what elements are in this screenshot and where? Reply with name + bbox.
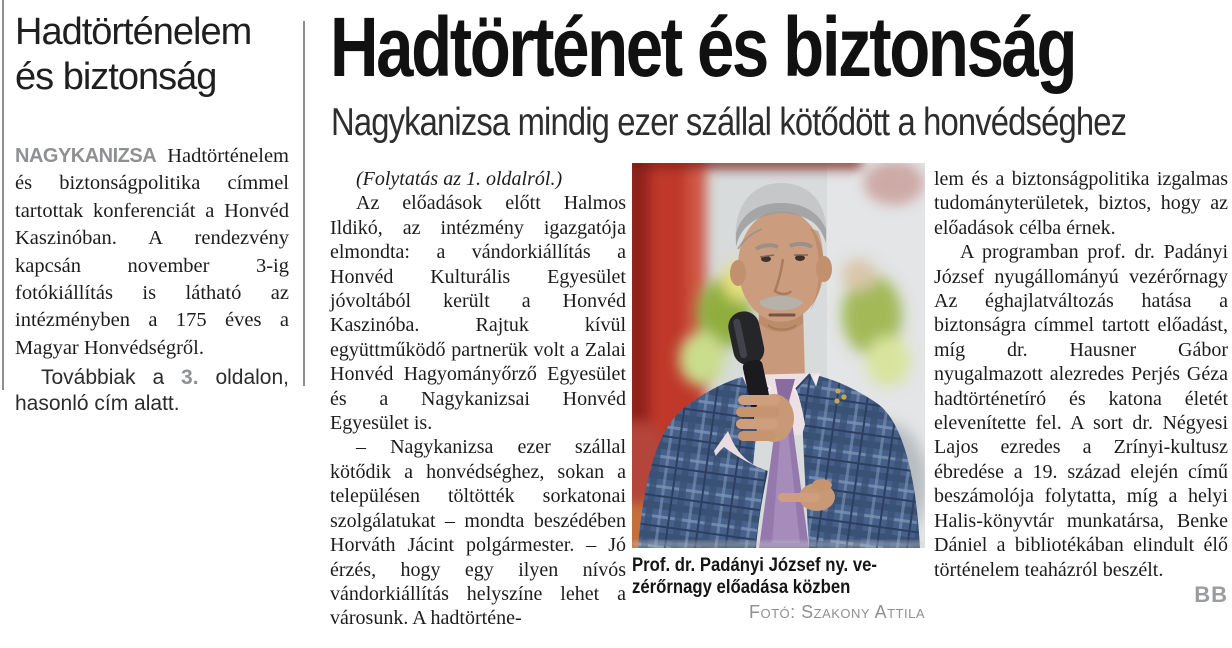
- sidebar-brief-article: [15, 10, 289, 416]
- sidebar-body-paragraph: [15, 143, 289, 362]
- paragraph: lem és a biztonságpolitika izgalmas tudományterületek, biztos, hogy az előadások célba érnek.: [934, 168, 1228, 239]
- left-column-rule: [2, 0, 4, 390]
- article-headline: Hadtörténet és biztonság: [330, 0, 1076, 94]
- paragraph: A programban prof. dr. Padányi József nyugállományú vezérőrnagy Az éghajlatváltozás hatása a biztonságra címmel tartott előadást, míg dr. Hausner Gábor nyugalmazott alezredes Perjés Géza hadtörténetíró és katona életét elevenítette fel. A sort dr. Négyesi Lajos ezredes a Zrínyi-kultusz ébredése a 19. század elején című beszámolója folytatta, míg a helyi Halis-könyvtár munkatársa, Benke Dániel a bibliotékában elindult élő történelem teaházról beszélt.: [934, 241, 1228, 581]
- continued-suffix: oldalon, hasonló cím alatt.: [15, 366, 289, 415]
- continued-on-page-note: [15, 365, 289, 416]
- author-initials: BB: [1194, 581, 1228, 607]
- column-divider-rule: [303, 21, 305, 386]
- location-tag: NAGYKANIZSA: [15, 145, 157, 167]
- photo-caption-line1: Prof. dr. Padányi József ny. ve-: [632, 555, 877, 576]
- article-column-left: [330, 167, 626, 631]
- photo-caption: [632, 555, 890, 599]
- photo-caption-line2: zérőrnagy előadása közben: [632, 577, 851, 598]
- article-column-right: [934, 167, 1228, 607]
- sidebar-title: Hadtörténelem és biztonság: [15, 11, 252, 98]
- sidebar-body-text: Hadtörténelem és biztonságpolitika címmel tartottak konferenciát a Honvéd Kaszinóban. A rendezvény kapcsán november 3-ig fotókiállítás is látható az intézményben a 175 éves a Magyar Honvédségről.: [15, 145, 289, 359]
- article-subheadline: Nagykanizsa mindig ezer szállal kötődött a honvédséghez: [331, 101, 1127, 144]
- photo-credit: Fotó: Szakony Attila: [748, 602, 925, 622]
- speaker-photo-illustration: [632, 163, 925, 548]
- paragraph: Az előadások előtt Halmos Ildikó, az intézmény igazgatója elmondta: a vándorkiállítás a Honvéd Kulturális Egyesület jóvoltából került a Honvéd Kaszinóba. Rajtuk kívül együttműködő partnerük volt a Zalai Honvéd Hagyományőrző Egyesület és a Nagykanizsai Honvéd Egyesület is.: [330, 192, 626, 435]
- page-number: 3.: [181, 366, 199, 390]
- continuation-note: (Folytatás az 1. oldalról.): [356, 168, 563, 190]
- paragraph: – Nagykanizsa ezer szállal kötődik a honvédséghez, sokan a településen töltötték sorkatonai szolgálatukat – mondta beszédében Horváth Jácint polgármester. – Jó érzés, hogy egy ilyen nívós vándorkiállítás helyszíne lehet a városunk. A hadtörténe-: [330, 436, 626, 630]
- article-photo-figure: [632, 163, 925, 623]
- continued-prefix: Továbbiak a: [41, 366, 165, 390]
